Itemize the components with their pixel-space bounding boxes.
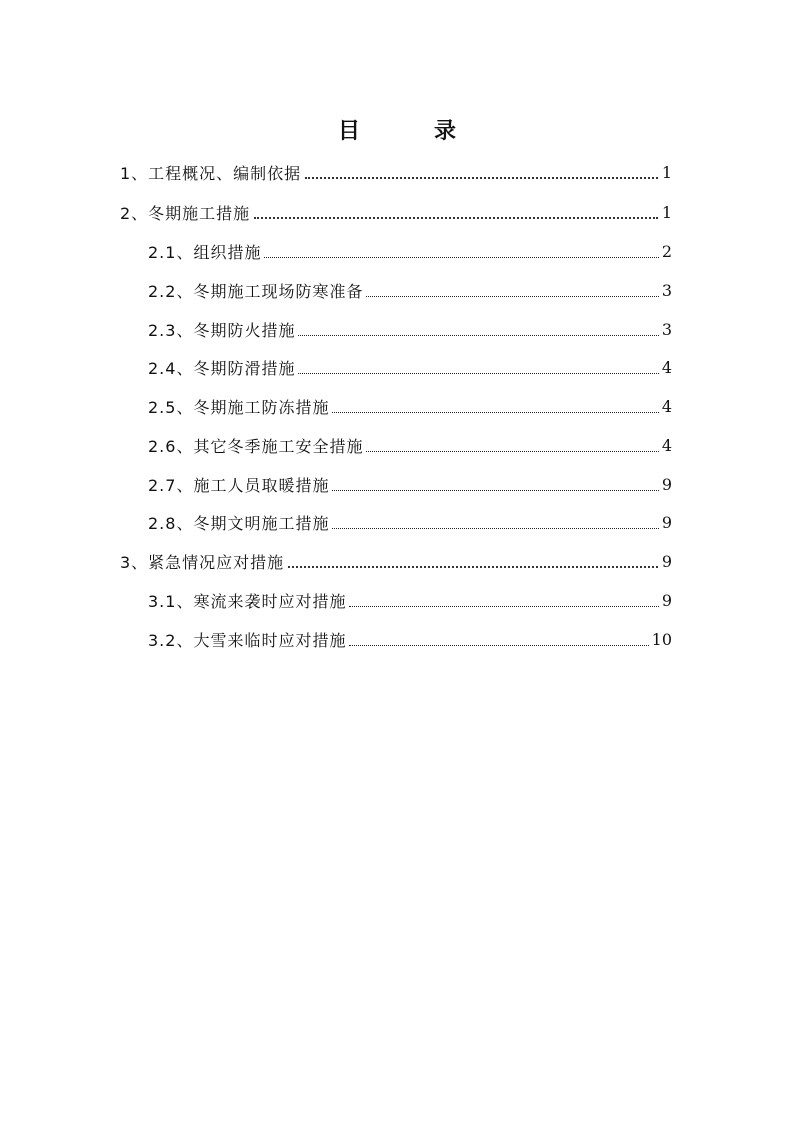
toc-entry-text: 2.5、冬期施工防冻措施 bbox=[148, 397, 330, 417]
toc-dot-leader bbox=[366, 451, 658, 452]
toc-page-number: 3 bbox=[661, 280, 672, 300]
toc-entry[interactable] bbox=[148, 310, 672, 348]
toc-page-number: 9 bbox=[661, 512, 672, 532]
toc-entry-text: 2.7、施工人员取暖措施 bbox=[148, 475, 330, 495]
toc-page-number: 9 bbox=[661, 474, 672, 494]
toc-entry-text: 2.2、冬期施工现场防寒准备 bbox=[148, 281, 364, 301]
toc-title: 目 录 bbox=[337, 119, 482, 144]
toc-entry[interactable] bbox=[148, 387, 672, 425]
toc-entry[interactable] bbox=[120, 153, 672, 191]
toc-dot-leader bbox=[332, 412, 658, 413]
toc-page-number: 2 bbox=[661, 241, 672, 261]
toc-dot-leader bbox=[366, 296, 658, 297]
toc-dot-leader bbox=[349, 606, 658, 607]
toc-page-number: 1 bbox=[661, 162, 672, 182]
toc-page-number: 3 bbox=[661, 319, 672, 339]
toc-entry-text: 2、冬期施工措施 bbox=[120, 203, 251, 223]
toc-dot-leader bbox=[332, 490, 658, 491]
toc-entry-text: 2.6、其它冬季施工安全措施 bbox=[148, 436, 364, 456]
toc-entry-text: 3、紧急情况应对措施 bbox=[120, 552, 285, 572]
toc-entry-text: 2.3、冬期防火措施 bbox=[148, 320, 296, 340]
toc-entry[interactable] bbox=[148, 426, 672, 464]
toc-entry-text: 2.1、组织措施 bbox=[148, 242, 262, 262]
toc-entry[interactable] bbox=[120, 542, 672, 580]
toc-entry[interactable] bbox=[148, 620, 672, 658]
toc-dot-leader bbox=[288, 566, 658, 568]
toc-page-number: 9 bbox=[661, 551, 672, 571]
toc-entry[interactable] bbox=[148, 232, 672, 270]
toc-entry[interactable] bbox=[148, 465, 672, 503]
toc-entry-text: 3.2、大雪来临时应对措施 bbox=[148, 630, 347, 650]
toc-dot-leader bbox=[349, 645, 648, 646]
toc-page-number: 4 bbox=[661, 357, 672, 377]
toc-entry[interactable] bbox=[148, 348, 672, 386]
toc-entry-text: 3.1、寒流来袭时应对措施 bbox=[148, 591, 347, 611]
toc-page-number: 4 bbox=[661, 396, 672, 416]
toc-page-number: 10 bbox=[651, 629, 672, 649]
toc-entry[interactable] bbox=[148, 581, 672, 619]
toc-dot-leader bbox=[298, 335, 658, 336]
toc-entry[interactable] bbox=[120, 193, 672, 231]
toc-dot-leader bbox=[332, 528, 658, 529]
toc-page-number: 4 bbox=[661, 435, 672, 455]
toc-page-number: 1 bbox=[661, 202, 672, 222]
toc-dot-leader bbox=[305, 177, 658, 179]
toc-dot-leader bbox=[254, 217, 658, 219]
toc-entry-text: 2.8、冬期文明施工措施 bbox=[148, 513, 330, 533]
toc-entry-text: 2.4、冬期防滑措施 bbox=[148, 358, 296, 378]
toc-entry-text: 1、工程概况、编制依据 bbox=[120, 163, 302, 183]
toc-entry[interactable] bbox=[148, 271, 672, 309]
toc-page-number: 9 bbox=[661, 590, 672, 610]
toc-dot-leader bbox=[264, 257, 658, 258]
toc-dot-leader bbox=[298, 373, 658, 374]
toc-entry[interactable] bbox=[148, 503, 672, 541]
